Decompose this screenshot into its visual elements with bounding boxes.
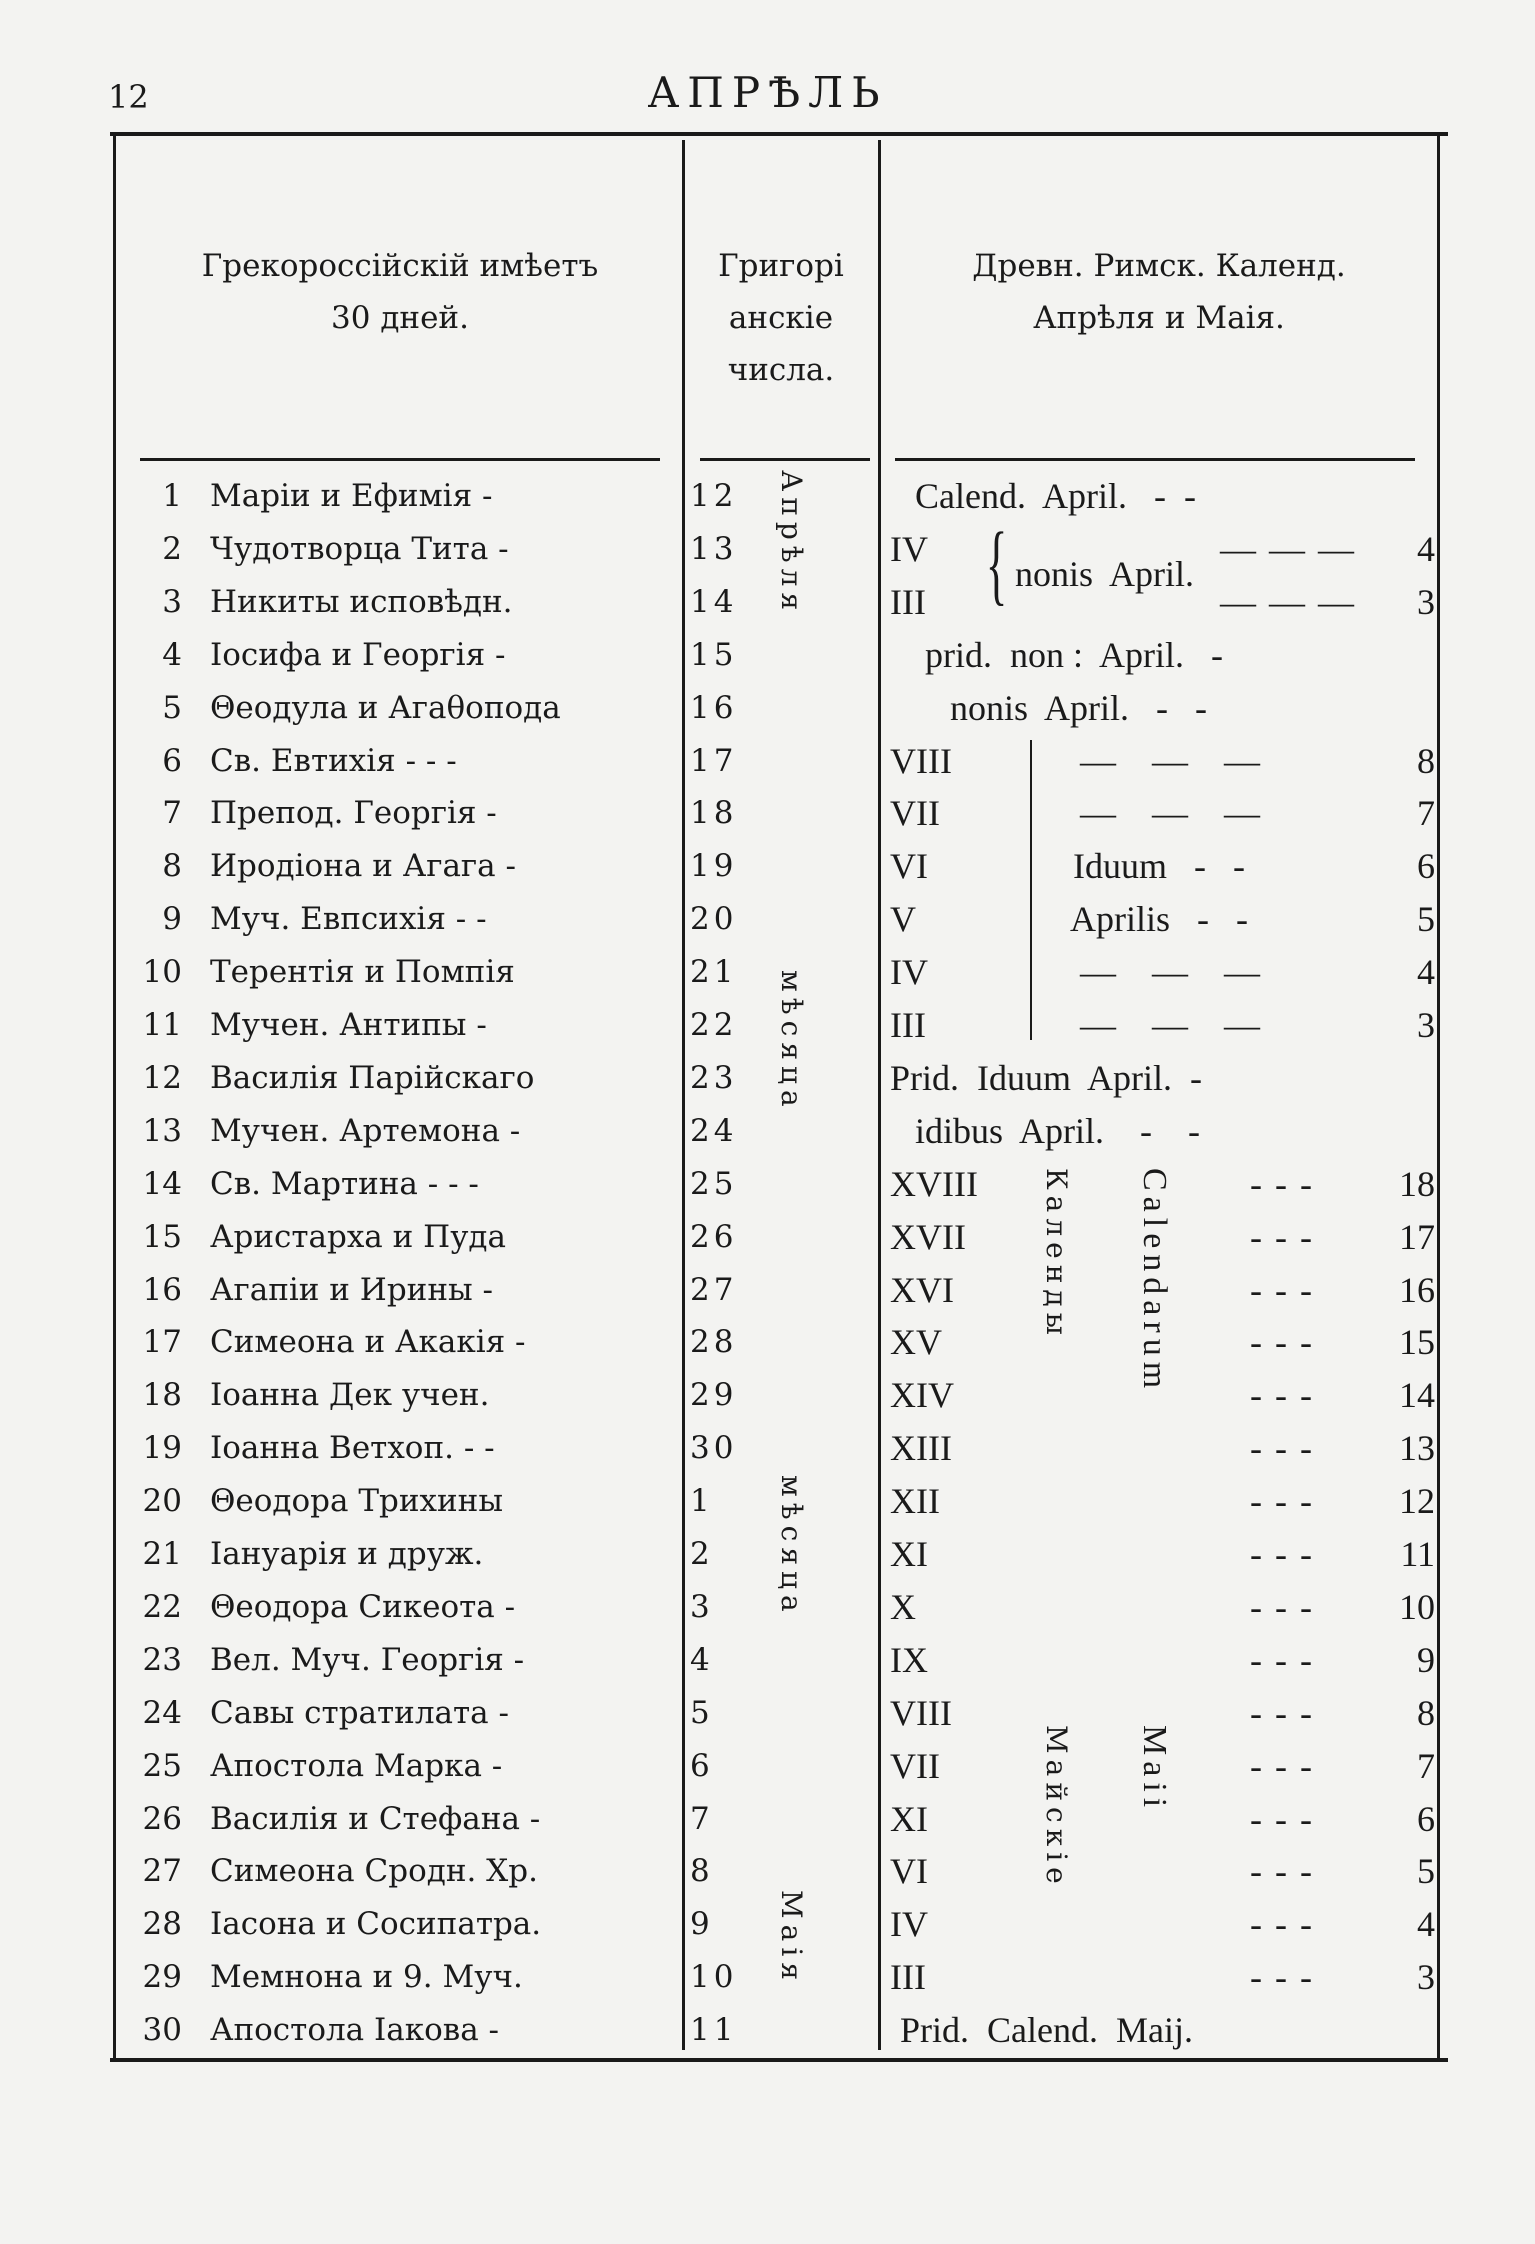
day-number: 15 bbox=[142, 1218, 182, 1255]
header-rule-1 bbox=[140, 458, 660, 461]
vertical-label-maiskie: Майскіе bbox=[1040, 1725, 1073, 1890]
day-number: 11 bbox=[142, 1007, 182, 1043]
day-number: 20 bbox=[142, 1483, 182, 1520]
roman-numeral: VII bbox=[890, 1745, 940, 1786]
calendar-row bbox=[0, 1158, 1535, 1210]
gregorian-date: 4 bbox=[690, 1641, 714, 1678]
gregorian-date: 27 bbox=[690, 1271, 738, 1308]
roman-count: 18 bbox=[1399, 1163, 1435, 1204]
saint-name: Іосифа и Георгія - bbox=[210, 636, 506, 673]
saint-name: Мемнона и 9. Муч. bbox=[210, 1959, 523, 1996]
gregorian-date: 10 bbox=[690, 1959, 738, 1996]
day-number: 28 bbox=[142, 1906, 182, 1943]
day-number: 23 bbox=[142, 1641, 182, 1678]
roman-numeral: IV bbox=[890, 952, 928, 993]
roman-calendar-text: - - - bbox=[1250, 1269, 1312, 1310]
gregorian-date: 11 bbox=[690, 2012, 738, 2049]
roman-calendar-text: — — — bbox=[1080, 952, 1260, 993]
roman-count: 4 bbox=[1417, 952, 1435, 993]
saint-name: Θеодула и Агаθопода bbox=[210, 689, 561, 726]
roman-calendar-text: Aprilis - - bbox=[1070, 899, 1248, 940]
vertical-label-kalendy: Календы bbox=[1040, 1168, 1073, 1341]
day-number: 14 bbox=[142, 1165, 182, 1202]
roman-calendar-text: - - - bbox=[1250, 1639, 1312, 1680]
roman-numeral: VI bbox=[890, 846, 928, 887]
vertical-label-april: Апрѣля bbox=[775, 470, 808, 617]
roman-count: 5 bbox=[1417, 899, 1435, 940]
calendar-row bbox=[0, 2004, 1535, 2056]
saint-name: Василія Парійскаго bbox=[210, 1059, 535, 1096]
roman-count: 7 bbox=[1417, 1745, 1435, 1786]
roman-count: 4 bbox=[1417, 1904, 1435, 1945]
roman-count: 8 bbox=[1417, 1692, 1435, 1733]
header-rule-3 bbox=[895, 458, 1415, 461]
roman-count: 9 bbox=[1417, 1639, 1435, 1680]
day-number: 8 bbox=[162, 848, 182, 885]
day-number: 21 bbox=[142, 1536, 182, 1572]
brace-text: nonis April. bbox=[1015, 554, 1195, 594]
saint-name: Θеодора Сикеота - bbox=[210, 1588, 516, 1625]
calendar-row bbox=[0, 682, 1535, 734]
saint-name: Препод. Георгія - bbox=[210, 795, 497, 832]
calendar-row bbox=[0, 1422, 1535, 1474]
saint-name: Агапіи и Ирины - bbox=[210, 1271, 494, 1308]
header-col3 bbox=[884, 240, 1434, 344]
calendar-row bbox=[0, 787, 1535, 839]
roman-numeral: XVII bbox=[890, 1216, 966, 1257]
gregorian-date: 16 bbox=[690, 689, 738, 726]
roman-calendar-text: - - - bbox=[1250, 1375, 1312, 1416]
roman-calendar-text: — — — bbox=[1220, 528, 1354, 569]
gregorian-date: 8 bbox=[690, 1853, 714, 1890]
roman-calendar-text: - - - bbox=[1250, 1534, 1312, 1574]
saint-name: Мучен. Артемона - bbox=[210, 1112, 521, 1149]
header-col2 bbox=[686, 240, 876, 396]
calendar-row bbox=[0, 735, 1535, 787]
saint-name: Чудотворца Тита - bbox=[210, 530, 509, 567]
day-number: 16 bbox=[142, 1271, 182, 1308]
roman-numeral: XV bbox=[890, 1322, 942, 1363]
gregorian-date: 9 bbox=[690, 1906, 714, 1943]
saint-name: Іасона и Сосипатра. bbox=[210, 1906, 542, 1943]
day-number: 10 bbox=[142, 954, 182, 991]
roman-count: 12 bbox=[1399, 1481, 1435, 1522]
calendar-row bbox=[0, 576, 1535, 628]
calendar-row bbox=[0, 893, 1535, 945]
calendar-row bbox=[0, 1528, 1535, 1580]
saint-name: Θеодора Трихины bbox=[210, 1483, 504, 1520]
calendar-row bbox=[0, 1845, 1535, 1897]
calendar-row bbox=[0, 629, 1535, 681]
day-number: 26 bbox=[142, 1800, 182, 1837]
roman-numeral: III bbox=[890, 1957, 926, 1998]
day-number: 6 bbox=[162, 742, 182, 779]
vertical-label-calendarum: Calendarum bbox=[1136, 1168, 1173, 1395]
gregorian-date: 6 bbox=[690, 1747, 714, 1784]
calendar-row bbox=[0, 840, 1535, 892]
roman-calendar-text: - - - bbox=[1250, 1322, 1312, 1363]
gregorian-date: 15 bbox=[690, 636, 738, 673]
day-number: 4 bbox=[162, 636, 182, 673]
calendar-row bbox=[0, 1264, 1535, 1316]
day-number: 3 bbox=[162, 583, 182, 620]
day-number: 22 bbox=[142, 1588, 182, 1625]
roman-numeral: XII bbox=[890, 1481, 940, 1522]
gregorian-date: 13 bbox=[690, 530, 738, 567]
roman-calendar-text: — — — bbox=[1080, 740, 1260, 781]
vertical-label-month-2: мѣсяца bbox=[775, 1475, 808, 1618]
roman-count: 4 bbox=[1417, 528, 1435, 569]
gregorian-date: 21 bbox=[690, 954, 738, 991]
roman-numeral: VIII bbox=[890, 1692, 952, 1733]
roman-numeral: XIV bbox=[890, 1375, 954, 1416]
calendar-row bbox=[0, 523, 1535, 575]
roman-calendar-text: - - - bbox=[1250, 1692, 1312, 1733]
day-number: 2 bbox=[162, 530, 182, 567]
gregorian-date: 17 bbox=[690, 742, 738, 779]
saint-name: Терентія и Помпія bbox=[210, 954, 515, 991]
header-col2-line3: числа. bbox=[727, 352, 835, 388]
roman-count: 3 bbox=[1417, 1005, 1435, 1045]
gregorian-date: 29 bbox=[690, 1377, 738, 1414]
roman-calendar-text: - - - bbox=[1250, 1163, 1312, 1204]
saint-name: Савы стратилата - bbox=[210, 1694, 509, 1731]
header-col1-line2: 30 дней. bbox=[331, 300, 469, 336]
roman-count: 3 bbox=[1417, 581, 1435, 622]
roman-count: 15 bbox=[1399, 1322, 1435, 1363]
gregorian-date: 23 bbox=[690, 1059, 738, 1096]
day-number: 13 bbox=[142, 1112, 182, 1149]
gregorian-date: 22 bbox=[690, 1007, 738, 1043]
calendar-row bbox=[0, 1687, 1535, 1739]
roman-count: 14 bbox=[1399, 1375, 1435, 1416]
day-number: 29 bbox=[142, 1959, 182, 1996]
day-number: 17 bbox=[142, 1324, 182, 1361]
roman-numeral: V bbox=[890, 899, 916, 940]
bottom-rule bbox=[110, 2058, 1448, 2062]
header-col1-line1: Грекороссійскій имѣетъ bbox=[201, 248, 599, 284]
roman-calendar-text: - - - bbox=[1250, 1745, 1312, 1786]
roman-count: 11 bbox=[1400, 1534, 1435, 1574]
saint-name: Св. Мартина - - - bbox=[210, 1165, 479, 1202]
day-number: 27 bbox=[142, 1853, 182, 1890]
day-number: 19 bbox=[142, 1430, 182, 1467]
page-number: 12 bbox=[108, 78, 149, 116]
roman-count: 8 bbox=[1417, 740, 1435, 781]
roman-numeral: XI bbox=[890, 1534, 928, 1574]
calendar-row bbox=[0, 1369, 1535, 1421]
saint-name: Муч. Евпсихія - - bbox=[210, 901, 487, 938]
header-col2-line1: Григорі bbox=[718, 248, 844, 284]
roman-numeral: VII bbox=[890, 793, 940, 834]
day-number: 18 bbox=[142, 1377, 182, 1414]
saint-name: Симеона и Акакія - bbox=[210, 1324, 526, 1361]
saint-name: Іоанна Ветхоп. - - bbox=[210, 1430, 495, 1467]
roman-count: 16 bbox=[1399, 1269, 1435, 1310]
day-number: 24 bbox=[142, 1694, 182, 1731]
top-rule bbox=[110, 132, 1448, 136]
gregorian-date: 7 bbox=[690, 1800, 714, 1837]
roman-numeral: X bbox=[890, 1586, 916, 1627]
calendar-row bbox=[0, 1211, 1535, 1263]
roman-calendar-text: — — — bbox=[1220, 581, 1354, 622]
header-rule-2 bbox=[700, 458, 870, 461]
gregorian-date: 3 bbox=[690, 1588, 714, 1625]
calendar-row bbox=[0, 1581, 1535, 1633]
calendar-row bbox=[0, 1052, 1535, 1104]
saint-name: Мучен. Антипы - bbox=[210, 1007, 487, 1043]
saint-name: Іануарія и друж. bbox=[210, 1536, 484, 1572]
roman-count: 17 bbox=[1399, 1216, 1435, 1257]
calendar-row bbox=[0, 1740, 1535, 1792]
saint-name: Иродіона и Агага - bbox=[210, 848, 516, 885]
day-number: 1 bbox=[162, 478, 182, 514]
roman-calendar-text: prid. non : April. - bbox=[925, 634, 1223, 675]
gregorian-date: 30 bbox=[690, 1430, 738, 1467]
day-number: 5 bbox=[162, 689, 182, 726]
vertical-label-maia: Маія bbox=[775, 1890, 808, 1986]
saint-name: Св. Евтихія - - - bbox=[210, 742, 457, 779]
saint-name: Апостола Іакова - bbox=[210, 2012, 500, 2049]
roman-calendar-text: - - - bbox=[1250, 1481, 1312, 1522]
gregorian-date: 28 bbox=[690, 1324, 738, 1361]
gregorian-date: 5 bbox=[690, 1694, 714, 1731]
roman-calendar-text: nonis April. - - bbox=[950, 687, 1207, 728]
day-number: 30 bbox=[142, 2012, 182, 2049]
roman-numeral: III bbox=[890, 1005, 926, 1045]
day-number: 7 bbox=[162, 795, 182, 832]
roman-calendar-text: Prid. Calend. Maij. bbox=[900, 2010, 1193, 2051]
roman-calendar-text: — — — bbox=[1080, 793, 1260, 834]
roman-calendar-text: Iduum - - bbox=[1073, 846, 1245, 887]
saint-name: Никиты исповѣдн. bbox=[210, 583, 513, 620]
roman-numeral: IV bbox=[890, 1904, 928, 1945]
header-col3-line1: Древн. Римск. Календ. bbox=[972, 248, 1346, 284]
roman-calendar-text: - - - bbox=[1250, 1904, 1312, 1945]
roman-calendar-text: - - - bbox=[1250, 1586, 1312, 1627]
calendar-row bbox=[0, 1475, 1535, 1527]
vertical-label-month-1: мѣсяца bbox=[775, 970, 808, 1113]
roman-calendar-text: Prid. Iduum April. - bbox=[890, 1057, 1202, 1098]
calendar-row bbox=[0, 946, 1535, 998]
saint-name: Апостола Марка - bbox=[210, 1747, 503, 1784]
header-col2-line2: анскіе bbox=[728, 300, 834, 336]
roman-calendar-text: - - - bbox=[1250, 1851, 1312, 1892]
day-number: 25 bbox=[142, 1747, 182, 1784]
roman-count: 13 bbox=[1399, 1428, 1435, 1469]
gregorian-date: 12 bbox=[690, 478, 738, 514]
saint-name: Василія и Стефана - bbox=[210, 1800, 541, 1837]
day-number: 9 bbox=[162, 901, 182, 938]
vertical-label-maii: Maii bbox=[1136, 1725, 1173, 1814]
day-number: 12 bbox=[142, 1059, 182, 1096]
saint-name: Вел. Муч. Георгія - bbox=[210, 1641, 525, 1678]
roman-numeral: XIII bbox=[890, 1428, 952, 1469]
roman-numeral: III bbox=[890, 581, 926, 622]
gregorian-date: 18 bbox=[690, 795, 738, 832]
gregorian-date: 2 bbox=[690, 1536, 714, 1572]
saint-name: Маріи и Ефимія - bbox=[210, 478, 493, 514]
roman-count: 3 bbox=[1417, 1957, 1435, 1998]
roman-numeral: VIII bbox=[890, 740, 952, 781]
roman-calendar-text: Calend. April. - - bbox=[915, 476, 1196, 516]
roman-numeral: IV bbox=[890, 528, 928, 569]
roman-count: 5 bbox=[1417, 1851, 1435, 1892]
calendar-row bbox=[0, 1898, 1535, 1950]
roman-calendar-text: - - - bbox=[1250, 1216, 1312, 1257]
calendar-row bbox=[0, 999, 1535, 1051]
roman-count: 6 bbox=[1417, 1798, 1435, 1839]
roman-numeral: XI bbox=[890, 1798, 928, 1839]
gregorian-date: 20 bbox=[690, 901, 738, 938]
roman-calendar-text: - - - bbox=[1250, 1798, 1312, 1839]
gregorian-date: 24 bbox=[690, 1112, 738, 1149]
saint-name: Аристарха и Пуда bbox=[210, 1218, 506, 1255]
calendar-row bbox=[0, 1105, 1535, 1157]
roman-count: 10 bbox=[1399, 1586, 1435, 1627]
calendar-row bbox=[0, 1634, 1535, 1686]
roman-numeral: XVIII bbox=[890, 1163, 978, 1204]
calendar-row bbox=[0, 1316, 1535, 1368]
gregorian-date: 26 bbox=[690, 1218, 738, 1255]
calendar-row bbox=[0, 1951, 1535, 2003]
roman-count: 7 bbox=[1417, 793, 1435, 834]
roman-calendar-text: — — — bbox=[1080, 1005, 1260, 1045]
header-col3-line2: Апрѣля и Маія. bbox=[1033, 300, 1285, 336]
gregorian-date: 19 bbox=[690, 848, 738, 885]
roman-calendar-text: idibus April. - - bbox=[915, 1110, 1200, 1151]
calendar-row bbox=[0, 470, 1535, 522]
gregorian-date: 1 bbox=[690, 1483, 714, 1520]
saint-name: Симеона Сродн. Хр. bbox=[210, 1853, 538, 1890]
gregorian-date: 25 bbox=[690, 1165, 738, 1202]
bracket-line bbox=[1030, 740, 1032, 1040]
roman-calendar-text: - - - bbox=[1250, 1957, 1312, 1998]
gregorian-date: 14 bbox=[690, 583, 738, 620]
brace-icon: { bbox=[985, 515, 1008, 614]
roman-numeral: IX bbox=[890, 1639, 928, 1680]
saint-name: Іоанна Дек учен. bbox=[210, 1377, 490, 1414]
roman-count: 6 bbox=[1417, 846, 1435, 887]
roman-calendar-text: - - - bbox=[1250, 1428, 1312, 1469]
calendar-row bbox=[0, 1793, 1535, 1845]
roman-numeral: XVI bbox=[890, 1269, 954, 1310]
page-title: АПРѢЛЬ bbox=[647, 68, 888, 117]
header-col1 bbox=[120, 240, 680, 344]
roman-numeral: VI bbox=[890, 1851, 928, 1892]
